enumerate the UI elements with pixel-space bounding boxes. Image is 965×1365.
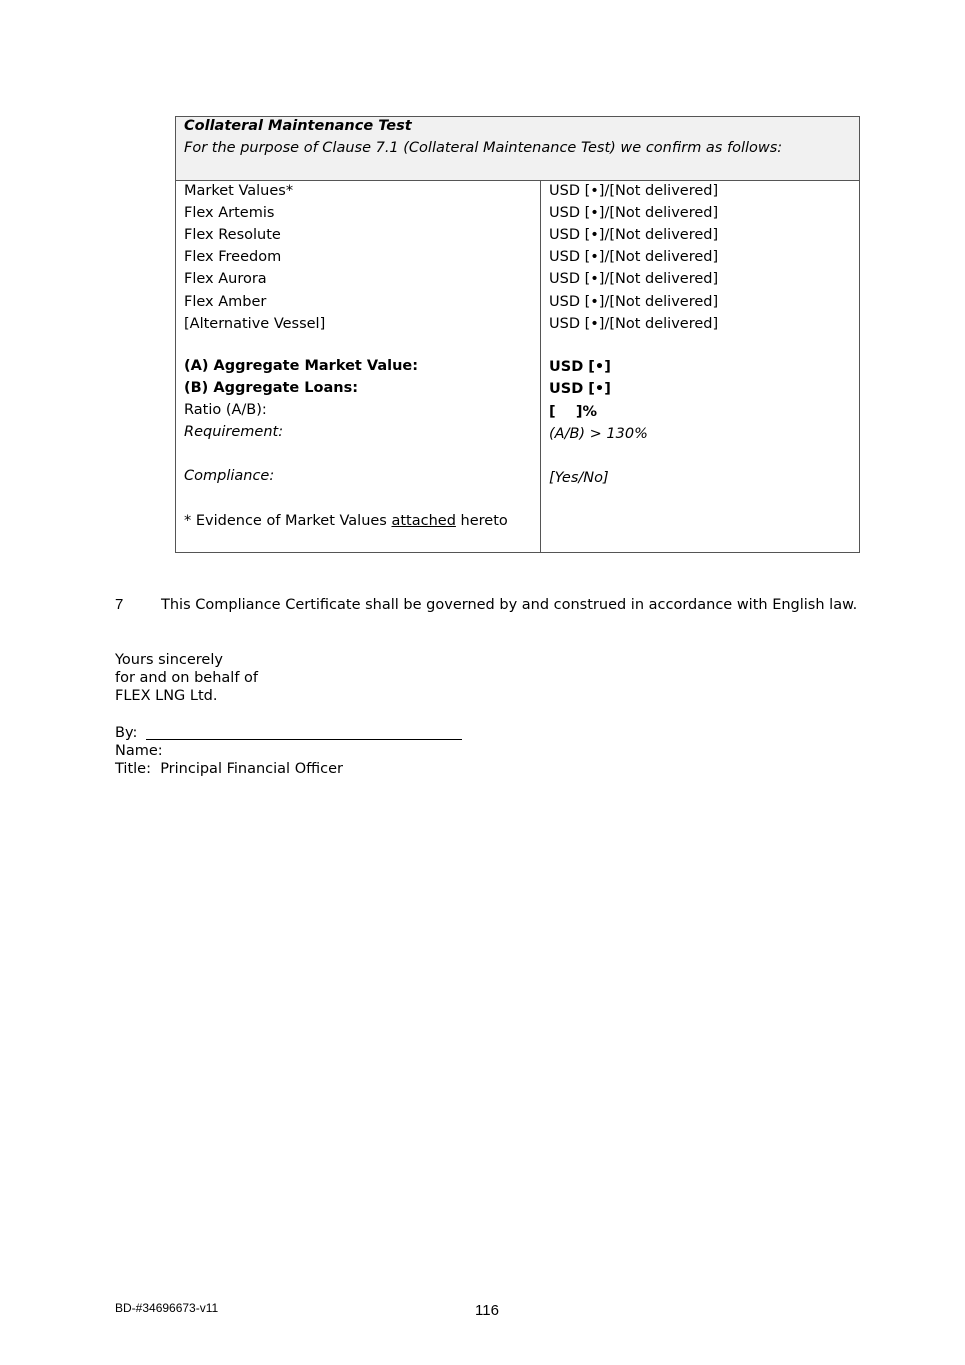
collateral-maintenance-test-table <box>175 116 860 553</box>
vessel-label: [Alternative Vessel] <box>184 316 326 332</box>
evidence-note-suffix: hereto <box>455 513 508 529</box>
document-reference: BD-#34696673-v11 <box>115 1301 219 1315</box>
closing-line-2: for and on behalf of <box>115 670 259 686</box>
clause-text: This Compliance Certificate shall be governed by and construed in accordance with English law. <box>161 597 858 613</box>
vessel-label: Flex Artemis <box>184 205 275 221</box>
vessel-label: Flex Aurora <box>184 271 267 287</box>
vessel-value: USD [•]/[Not delivered] <box>549 271 719 287</box>
closing-line-1: Yours sincerely <box>115 652 223 668</box>
vessel-value: USD [•]/[Not delivered] <box>549 227 719 243</box>
evidence-note-underlined: attached <box>391 513 456 529</box>
table-header <box>176 117 859 181</box>
vessel-value: USD [•]/[Not delivered] <box>549 205 719 221</box>
aggregate-loans-value: USD [•] <box>549 381 611 397</box>
table-intro: For the purpose of Clause 7.1 (Collateral Maintenance Test) we confirm as follows: <box>184 140 783 156</box>
vessel-label: Flex Freedom <box>184 249 282 265</box>
requirement-value: (A/B) > 130% <box>549 426 648 442</box>
market-values-value: USD [•]/[Not delivered] <box>549 183 719 199</box>
vessel-label: Flex Resolute <box>184 227 281 243</box>
column-divider <box>540 181 541 553</box>
market-values-label: Market Values* <box>184 183 294 199</box>
vessel-value: USD [•]/[Not delivered] <box>549 294 719 310</box>
vessel-value: USD [•]/[Not delivered] <box>549 249 719 265</box>
title-label: Title: <box>115 761 151 777</box>
requirement-label: Requirement: <box>184 424 284 440</box>
signature-line <box>146 739 462 740</box>
evidence-note <box>184 512 508 530</box>
table-title: Collateral Maintenance Test <box>184 118 412 134</box>
compliance-value: [Yes/No] <box>549 470 609 486</box>
title-line <box>115 760 343 778</box>
aggregate-market-value-label: (A) Aggregate Market Value: <box>184 358 419 374</box>
closing-line-3: FLEX LNG Ltd. <box>115 688 218 704</box>
name-label: Name: <box>115 743 163 759</box>
title-value: Principal Financial Officer <box>160 761 343 777</box>
evidence-note-prefix: * Evidence of Market Values <box>184 513 392 529</box>
compliance-label: Compliance: <box>184 468 275 484</box>
aggregate-market-value-value: USD [•] <box>549 359 611 375</box>
ratio-label: Ratio (A/B): <box>184 402 267 418</box>
vessel-label: Flex Amber <box>184 294 267 310</box>
page-number: 116 <box>475 1302 499 1319</box>
vessel-value: USD [•]/[Not delivered] <box>549 316 719 332</box>
aggregate-loans-label: (B) Aggregate Loans: <box>184 380 359 396</box>
clause-number: 7 <box>115 596 124 613</box>
ratio-value: [ ]% <box>549 404 597 420</box>
by-label: By: <box>115 725 138 741</box>
